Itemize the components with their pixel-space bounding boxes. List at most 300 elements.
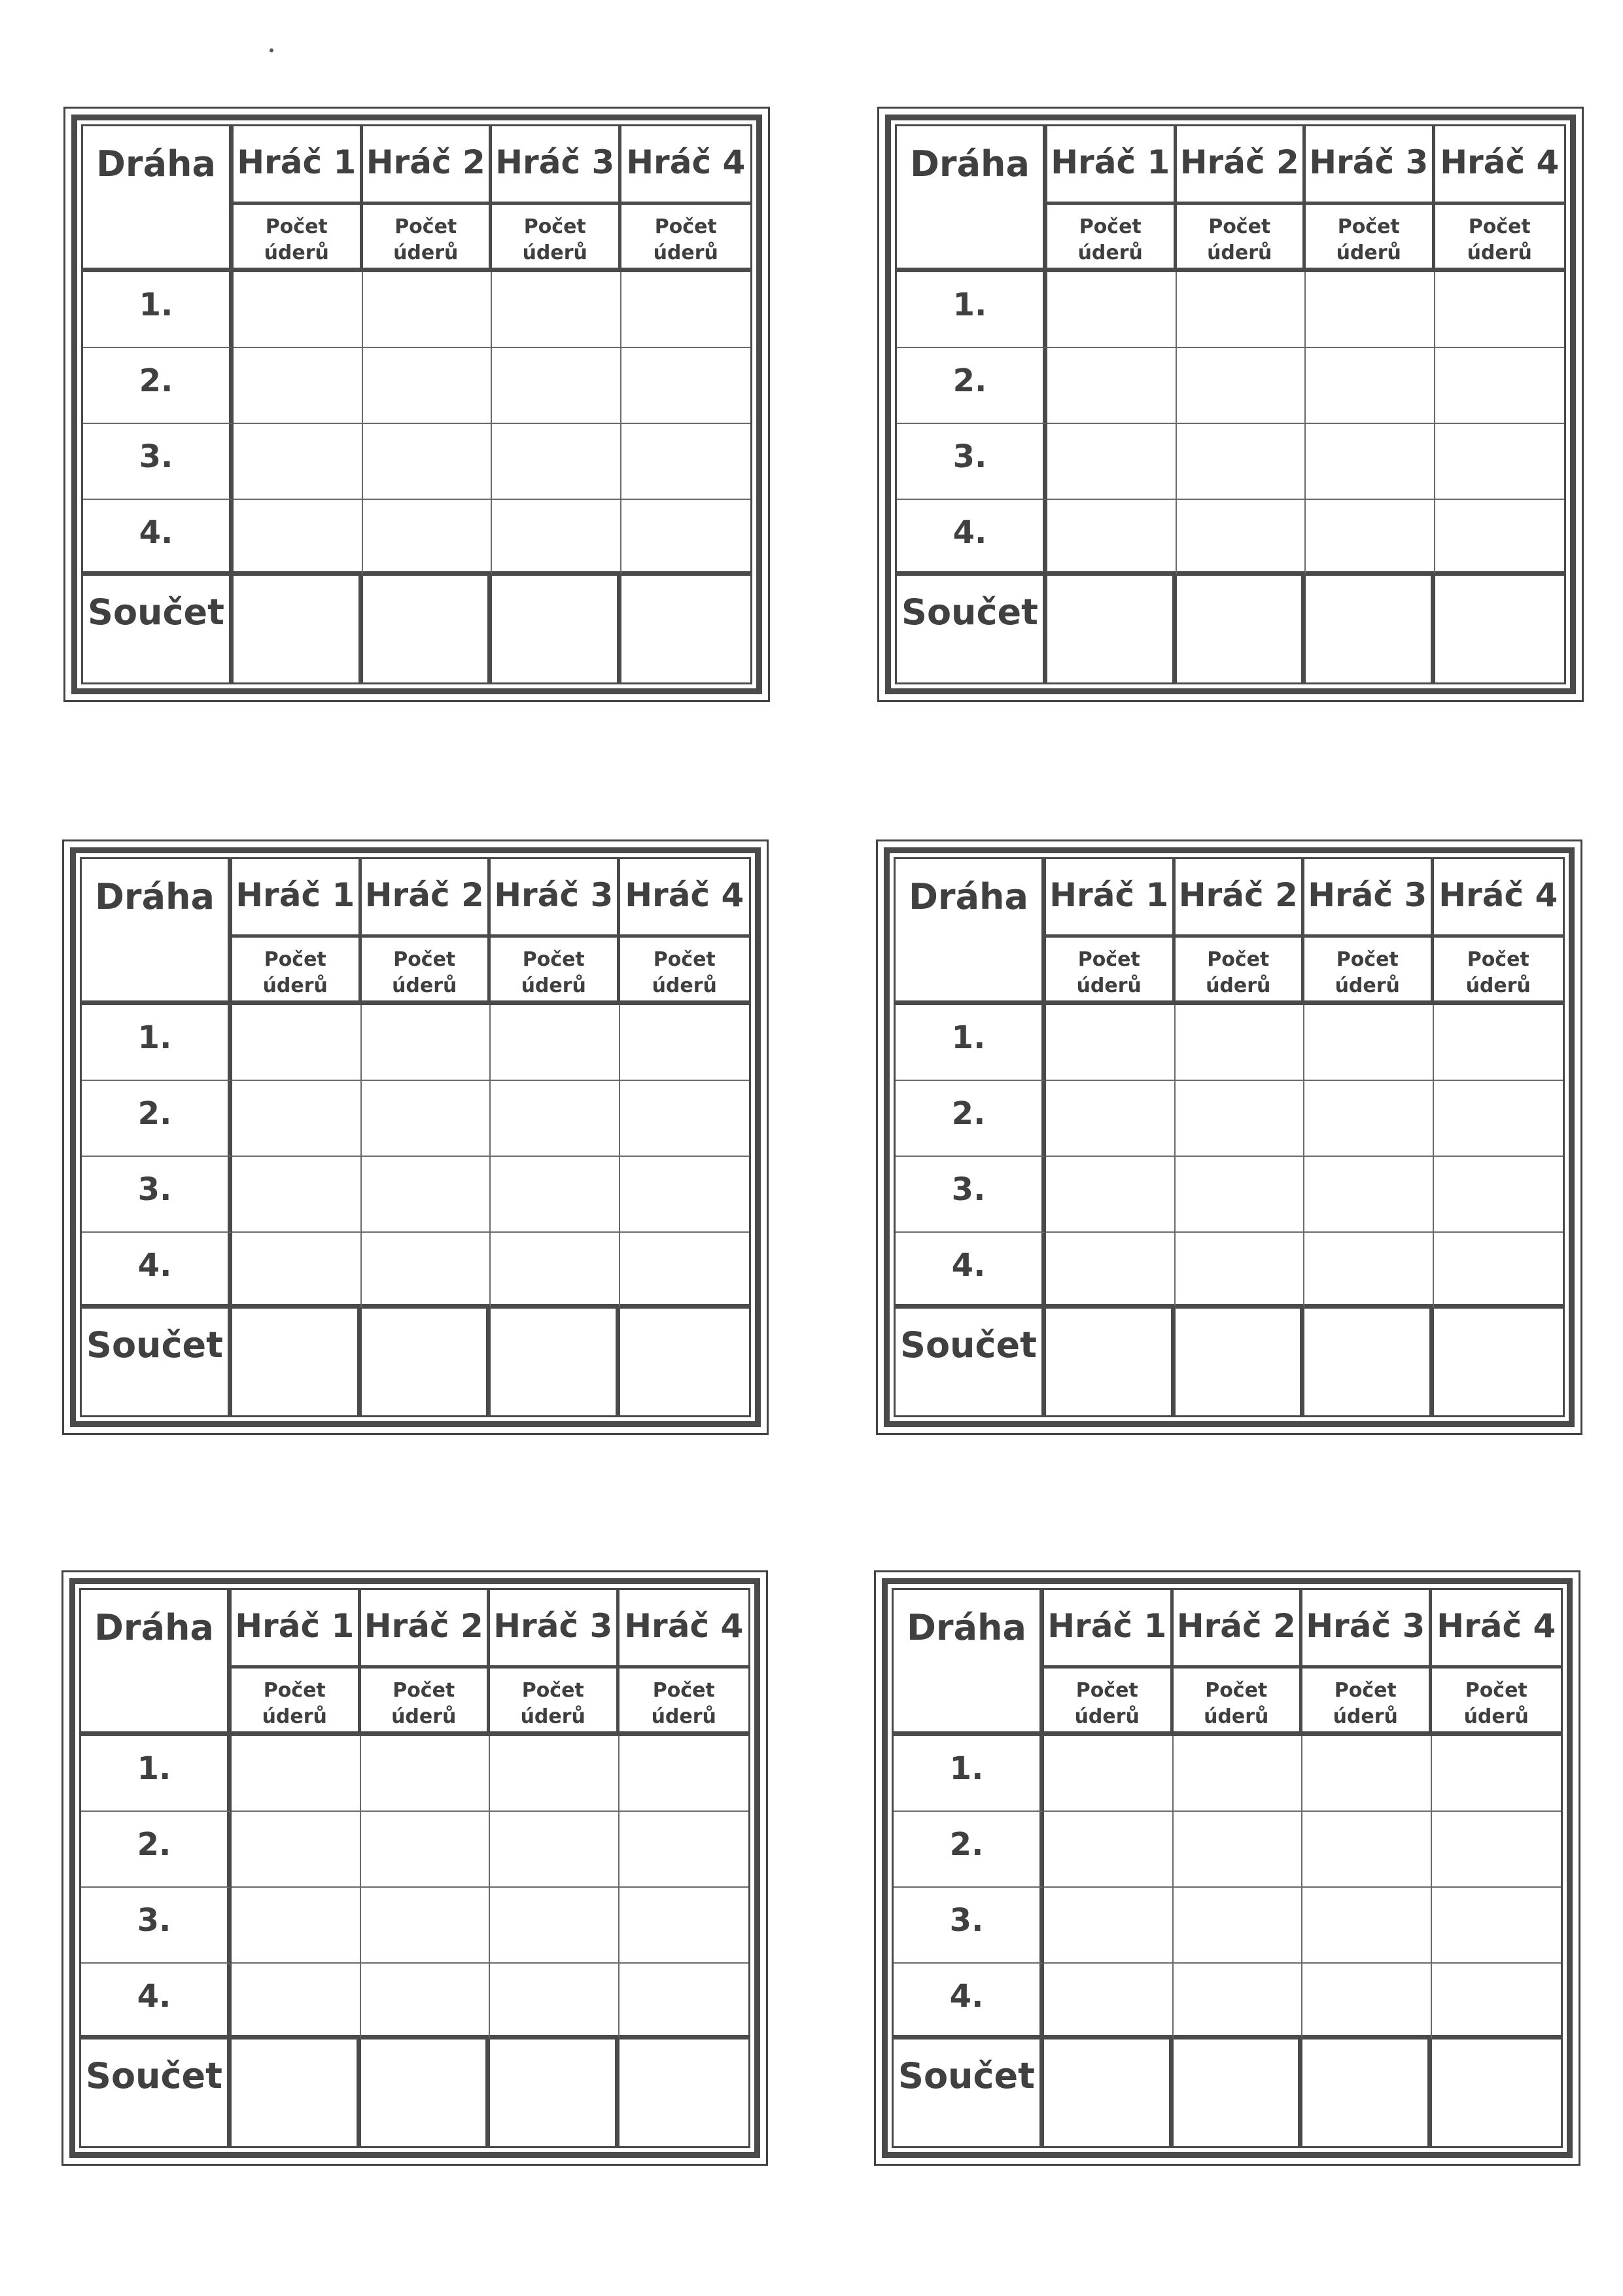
score-entry-cell[interactable]: [1302, 1964, 1432, 2040]
sum-entry-cell[interactable]: [1435, 576, 1565, 682]
score-entry-cell[interactable]: [490, 1888, 620, 1964]
lane-number-cell: [894, 1812, 1044, 1888]
score-entry-cell[interactable]: [621, 348, 751, 424]
score-entry-cell[interactable]: [363, 500, 493, 576]
score-entry-cell[interactable]: [490, 1812, 620, 1888]
stroke-count-header: [1177, 205, 1306, 272]
score-entry-cell[interactable]: [1432, 1888, 1562, 1964]
lane-number-cell: [83, 500, 234, 576]
stroke-count-label-line2: úderů: [262, 974, 328, 997]
stroke-count-label-line2: úderů: [521, 974, 586, 997]
player-header: [361, 1590, 491, 1669]
lane-number-cell: [894, 1964, 1044, 2040]
score-entry-cell[interactable]: [1176, 1233, 1305, 1309]
score-card-frame: [882, 1578, 1573, 2158]
player-header: [620, 859, 750, 938]
lane-number: 4.: [949, 1978, 984, 2015]
score-entry-cell[interactable]: [232, 1157, 362, 1233]
stroke-count-label: [1434, 947, 1563, 999]
lane-number: 3.: [139, 438, 173, 475]
stroke-count-label-line2: úderů: [393, 241, 459, 264]
lane-number: 1.: [951, 1019, 986, 1056]
stroke-count-label-line1: Počet: [1077, 948, 1140, 971]
stroke-count-label-line1: Počet: [1336, 948, 1399, 971]
score-entry-cell[interactable]: [621, 272, 751, 348]
player-header: [620, 1590, 749, 1669]
stroke-count-label: [620, 947, 750, 999]
stroke-count-label: [1177, 214, 1303, 266]
score-entry-cell[interactable]: [1177, 272, 1306, 348]
score-card: [63, 107, 770, 702]
stroke-count-label-line1: Počet: [1468, 215, 1531, 238]
sum-entry-cell[interactable]: [1434, 1309, 1563, 1415]
stroke-count-header: [1174, 1669, 1303, 1736]
score-entry-cell[interactable]: [1304, 1005, 1434, 1081]
score-entry-cell[interactable]: [1432, 1736, 1562, 1812]
stroke-count-header: [232, 938, 362, 1005]
stroke-count-label-line2: úderů: [1207, 241, 1272, 264]
stroke-count-label-line1: Počet: [1465, 1679, 1527, 1702]
score-entry-cell[interactable]: [361, 1888, 491, 1964]
score-entry-cell[interactable]: [492, 348, 621, 424]
lane-number: 4.: [139, 514, 173, 551]
score-entry-cell[interactable]: [620, 1812, 749, 1888]
sum-entry-cell[interactable]: [620, 2040, 749, 2146]
score-entry-cell[interactable]: [1044, 1812, 1174, 1888]
stroke-count-label: [362, 947, 488, 999]
stroke-count-header: [1432, 1669, 1562, 1736]
stroke-count-label-line1: Počet: [654, 215, 717, 238]
lane-header: [894, 1590, 1044, 1736]
stroke-count-label-line2: úderů: [391, 1705, 457, 1728]
lane-number-cell: [81, 1964, 232, 2040]
score-entry-cell[interactable]: [1434, 1005, 1563, 1081]
score-entry-cell[interactable]: [1177, 424, 1306, 500]
score-entry-cell[interactable]: [620, 1964, 749, 2040]
player-label: Hráč 4: [1437, 1607, 1556, 1645]
score-entry-cell[interactable]: [1435, 348, 1565, 424]
score-entry-cell[interactable]: [361, 1964, 491, 2040]
stroke-count-label-line1: Počet: [1075, 1679, 1138, 1702]
score-entry-cell[interactable]: [491, 1157, 620, 1233]
score-entry-cell[interactable]: [620, 1081, 750, 1157]
stroke-count-label-line2: úderů: [262, 1705, 327, 1728]
lane-number: 1.: [949, 1750, 984, 1787]
lane-number: 4.: [951, 1247, 986, 1284]
stroke-count-label: [1046, 947, 1172, 999]
score-card-frame: [69, 1578, 760, 2158]
player-label: Hráč 3: [1309, 143, 1429, 181]
stroke-count-label-line1: Počet: [1337, 215, 1400, 238]
sum-label: Součet: [86, 1324, 223, 1366]
sum-entry-cell[interactable]: [1432, 2040, 1562, 2146]
score-entry-cell[interactable]: [491, 1081, 620, 1157]
score-entry-cell[interactable]: [1174, 1812, 1303, 1888]
player-label: Hráč 1: [1047, 1607, 1167, 1645]
lane-header: [82, 859, 232, 1005]
score-entry-cell[interactable]: [621, 500, 751, 576]
score-entry-cell[interactable]: [362, 1157, 491, 1233]
score-entry-cell[interactable]: [362, 1005, 491, 1081]
sum-entry-cell[interactable]: [1047, 576, 1177, 682]
lane-number: 2.: [952, 362, 987, 399]
player-header: [1177, 126, 1306, 205]
stroke-count-label-line1: Počet: [1079, 215, 1142, 238]
paper-speck: [270, 48, 273, 52]
score-entry-cell[interactable]: [362, 1081, 491, 1157]
score-entry-cell[interactable]: [1176, 1005, 1305, 1081]
lane-header-label: Dráha: [95, 876, 215, 917]
stroke-count-label-line1: Počet: [265, 215, 328, 238]
score-entry-cell[interactable]: [234, 272, 363, 348]
stroke-count-label: [491, 947, 617, 999]
player-label: Hráč 2: [1179, 143, 1299, 181]
score-entry-cell[interactable]: [620, 1233, 750, 1309]
score-entry-cell[interactable]: [490, 1736, 620, 1812]
lane-number: 1.: [139, 287, 173, 323]
score-entry-cell[interactable]: [234, 424, 363, 500]
score-entry-cell[interactable]: [361, 1736, 491, 1812]
stroke-count-label: [620, 1678, 749, 1730]
stroke-count-header: [1176, 938, 1305, 1005]
stroke-count-label: [363, 214, 489, 266]
score-entry-cell[interactable]: [1044, 1888, 1174, 1964]
lane-number-cell: [897, 500, 1047, 576]
score-entry-cell[interactable]: [491, 1005, 620, 1081]
score-entry-cell[interactable]: [234, 500, 363, 576]
sum-entry-cell[interactable]: [1302, 2040, 1432, 2146]
lane-number-cell: [82, 1157, 232, 1233]
sum-label: Součet: [898, 2055, 1035, 2096]
sum-label-cell: [896, 1309, 1046, 1415]
score-entry-cell[interactable]: [232, 1081, 362, 1157]
lane-number: 3.: [952, 438, 987, 475]
lane-number: 1.: [952, 287, 987, 323]
score-entry-cell[interactable]: [1174, 1888, 1303, 1964]
sum-entry-cell[interactable]: [362, 1309, 491, 1415]
player-header: [1304, 859, 1434, 938]
lane-number-cell: [897, 424, 1047, 500]
player-header: [1306, 126, 1435, 205]
stroke-count-label-line2: úderů: [651, 1705, 716, 1728]
lane-number: 2.: [137, 1826, 171, 1863]
stroke-count-header: [491, 938, 620, 1005]
lane-number: 4.: [137, 1247, 172, 1284]
score-entry-cell[interactable]: [1304, 1081, 1434, 1157]
score-entry-cell[interactable]: [1435, 424, 1565, 500]
stroke-count-label: [492, 214, 618, 266]
lane-header-label: Dráha: [907, 1607, 1026, 1648]
sum-label-cell: [897, 576, 1047, 682]
player-label: Hráč 1: [1049, 876, 1169, 914]
score-entry-cell[interactable]: [1306, 424, 1435, 500]
score-card: [874, 1570, 1580, 2166]
sum-entry-cell[interactable]: [621, 576, 751, 682]
score-entry-cell[interactable]: [1176, 1081, 1305, 1157]
stroke-count-label: [1044, 1678, 1170, 1730]
score-entry-cell[interactable]: [620, 1888, 749, 1964]
score-card-frame: [884, 847, 1575, 1427]
score-entry-cell[interactable]: [1177, 348, 1306, 424]
stroke-count-header: [361, 1669, 491, 1736]
stroke-count-header: [1304, 938, 1434, 1005]
stroke-count-header: [1046, 938, 1176, 1005]
score-entry-cell[interactable]: [620, 1736, 749, 1812]
score-entry-cell[interactable]: [362, 1233, 491, 1309]
player-header: [363, 126, 493, 205]
score-entry-cell[interactable]: [492, 500, 621, 576]
stroke-count-label-line1: Počet: [393, 948, 456, 971]
score-entry-cell[interactable]: [1047, 272, 1177, 348]
player-header: [1174, 1590, 1303, 1669]
lane-number-cell: [897, 348, 1047, 424]
sum-label: Součet: [88, 592, 224, 633]
player-label: Hráč 4: [1439, 876, 1558, 914]
player-header: [234, 126, 363, 205]
score-entry-cell[interactable]: [1302, 1888, 1432, 1964]
score-entry-cell[interactable]: [1176, 1157, 1305, 1233]
sum-entry-cell[interactable]: [1046, 1309, 1176, 1415]
sum-entry-cell[interactable]: [1306, 576, 1435, 682]
lane-number-cell: [81, 1888, 232, 1964]
lane-number-cell: [83, 272, 234, 348]
player-label: Hráč 1: [236, 876, 355, 914]
score-entry-cell[interactable]: [1434, 1157, 1563, 1233]
lane-number-cell: [82, 1005, 232, 1081]
sum-entry-cell[interactable]: [232, 1309, 362, 1415]
stroke-count-header: [232, 1669, 361, 1736]
lane-header-label: Dráha: [909, 876, 1028, 917]
stroke-count-label-line1: Počet: [653, 948, 716, 971]
score-entry-cell[interactable]: [1047, 424, 1177, 500]
score-entry-cell[interactable]: [363, 272, 493, 348]
sum-label-cell: [81, 2040, 232, 2146]
sum-label: Součet: [86, 2055, 222, 2096]
stroke-count-label-line2: úderů: [1467, 241, 1532, 264]
stroke-count-header: [234, 205, 363, 272]
score-entry-cell[interactable]: [1304, 1233, 1434, 1309]
score-entry-cell[interactable]: [232, 1736, 361, 1812]
lane-number: 3.: [951, 1171, 986, 1208]
player-header: [491, 859, 620, 938]
player-label: Hráč 3: [494, 876, 614, 914]
score-entry-cell[interactable]: [1046, 1233, 1176, 1309]
lane-number-cell: [81, 1736, 232, 1812]
score-entry-cell[interactable]: [232, 1233, 362, 1309]
score-entry-cell[interactable]: [1302, 1736, 1432, 1812]
stroke-count-label-line1: Počet: [652, 1679, 715, 1702]
player-label: Hráč 3: [1308, 876, 1427, 914]
score-entry-cell[interactable]: [363, 424, 493, 500]
lane-number-cell: [894, 1736, 1044, 1812]
score-card-frame: [71, 115, 762, 694]
score-entry-cell[interactable]: [1306, 500, 1435, 576]
sum-entry-cell[interactable]: [491, 1309, 620, 1415]
score-entry-cell[interactable]: [491, 1233, 620, 1309]
score-card-frame: [885, 115, 1576, 694]
lane-header-label: Dráha: [94, 1607, 214, 1648]
stroke-count-label: [1176, 947, 1302, 999]
lane-number: 1.: [137, 1019, 172, 1056]
score-table: [80, 857, 751, 1417]
score-table: [79, 1588, 750, 2148]
stroke-count-label-line2: úderů: [522, 241, 587, 264]
score-entry-cell[interactable]: [1306, 348, 1435, 424]
stroke-count-label-line1: Počet: [393, 1679, 455, 1702]
stroke-count-label: [1435, 214, 1565, 266]
player-header: [1044, 1590, 1174, 1669]
sum-entry-cell[interactable]: [234, 576, 363, 682]
lane-number-cell: [896, 1157, 1046, 1233]
sum-label-cell: [82, 1309, 232, 1415]
score-entry-cell[interactable]: [1046, 1005, 1176, 1081]
sum-entry-cell[interactable]: [363, 576, 493, 682]
player-label: Hráč 2: [364, 1607, 483, 1645]
sum-entry-cell[interactable]: [361, 2040, 491, 2146]
stroke-count-label-line1: Počet: [522, 948, 585, 971]
stroke-count-label-line1: Počet: [264, 948, 326, 971]
stroke-count-label-line2: úderů: [264, 241, 329, 264]
lane-number: 3.: [949, 1902, 984, 1939]
stroke-count-header: [1047, 205, 1177, 272]
stroke-count-label-line2: úderů: [1074, 1705, 1140, 1728]
stroke-count-label-line1: Počet: [263, 1679, 326, 1702]
sum-entry-cell[interactable]: [232, 2040, 361, 2146]
score-entry-cell[interactable]: [1047, 348, 1177, 424]
stroke-count-label-line1: Počet: [1207, 948, 1270, 971]
sum-entry-cell[interactable]: [490, 2040, 620, 2146]
stroke-count-header: [490, 1669, 620, 1736]
player-header: [1176, 859, 1305, 938]
player-label: Hráč 4: [626, 143, 746, 181]
stroke-count-label: [1306, 214, 1432, 266]
score-entry-cell[interactable]: [620, 1005, 750, 1081]
score-card: [876, 839, 1582, 1435]
score-entry-cell[interactable]: [1434, 1233, 1563, 1309]
player-header: [232, 1590, 361, 1669]
score-entry-cell[interactable]: [1435, 500, 1565, 576]
player-label: Hráč 1: [237, 143, 357, 181]
score-entry-cell[interactable]: [232, 1888, 361, 1964]
lane-number-cell: [896, 1005, 1046, 1081]
sum-entry-cell[interactable]: [1304, 1309, 1434, 1415]
player-label: Hráč 4: [624, 1607, 744, 1645]
player-label: Hráč 1: [235, 1607, 355, 1645]
player-header: [1302, 1590, 1432, 1669]
score-entry-cell[interactable]: [1174, 1964, 1303, 2040]
score-card: [61, 1570, 768, 2166]
stroke-count-header: [492, 205, 621, 272]
stroke-count-label-line2: úderů: [1333, 1705, 1398, 1728]
stroke-count-label-line1: Počet: [1467, 948, 1529, 971]
sum-entry-cell[interactable]: [1044, 2040, 1174, 2146]
score-entry-cell[interactable]: [1044, 1736, 1174, 1812]
lane-number: 2.: [139, 362, 173, 399]
sum-entry-cell[interactable]: [620, 1309, 750, 1415]
stroke-count-label: [234, 214, 360, 266]
sum-label: Součet: [901, 592, 1038, 633]
score-entry-cell[interactable]: [1046, 1081, 1176, 1157]
sum-label: Součet: [900, 1324, 1037, 1366]
lane-number-cell: [897, 272, 1047, 348]
score-entry-cell[interactable]: [1434, 1081, 1563, 1157]
stroke-count-label-line1: Počet: [521, 1679, 584, 1702]
score-entry-cell[interactable]: [1432, 1812, 1562, 1888]
score-entry-cell[interactable]: [1046, 1157, 1176, 1233]
score-entry-cell[interactable]: [232, 1005, 362, 1081]
score-entry-cell[interactable]: [492, 272, 621, 348]
stroke-count-label-line1: Počet: [1205, 1679, 1268, 1702]
score-entry-cell[interactable]: [232, 1812, 361, 1888]
player-label: Hráč 3: [493, 1607, 613, 1645]
player-header: [492, 126, 621, 205]
stroke-count-label-line2: úderů: [652, 974, 717, 997]
stroke-count-label-line1: Počet: [394, 215, 457, 238]
stroke-count-label: [1304, 947, 1431, 999]
stroke-count-label-line2: úderů: [1463, 1705, 1529, 1728]
sum-entry-cell[interactable]: [492, 576, 621, 682]
score-entry-cell[interactable]: [234, 348, 363, 424]
stroke-count-label-line2: úderů: [1076, 974, 1142, 997]
score-entry-cell[interactable]: [1044, 1964, 1174, 2040]
stroke-count-header: [1434, 938, 1563, 1005]
stroke-count-label: [1047, 214, 1174, 266]
score-entry-cell[interactable]: [1304, 1157, 1434, 1233]
lane-number-cell: [894, 1888, 1044, 1964]
score-entry-cell[interactable]: [1174, 1736, 1303, 1812]
lane-number: 2.: [951, 1095, 986, 1132]
score-entry-cell[interactable]: [492, 424, 621, 500]
score-entry-cell[interactable]: [490, 1964, 620, 2040]
player-label: Hráč 3: [1306, 1607, 1425, 1645]
score-entry-cell[interactable]: [620, 1157, 750, 1233]
stroke-count-label-line2: úderů: [520, 1705, 585, 1728]
score-entry-cell[interactable]: [1302, 1812, 1432, 1888]
lane-header-label: Dráha: [910, 143, 1030, 185]
score-entry-cell[interactable]: [1047, 500, 1177, 576]
sum-entry-cell[interactable]: [1177, 576, 1306, 682]
player-header: [232, 859, 362, 938]
stroke-count-label-line2: úderů: [1204, 1705, 1269, 1728]
stroke-count-label-line2: úderů: [1206, 974, 1271, 997]
sum-entry-cell[interactable]: [1174, 2040, 1303, 2146]
lane-number-cell: [82, 1081, 232, 1157]
lane-number: 3.: [137, 1902, 171, 1939]
sum-entry-cell[interactable]: [1176, 1309, 1305, 1415]
player-label: Hráč 4: [1440, 143, 1560, 181]
player-label: Hráč 2: [366, 143, 485, 181]
stroke-count-label-line1: Počet: [1208, 215, 1271, 238]
player-header: [1047, 126, 1177, 205]
score-entry-cell[interactable]: [621, 424, 751, 500]
score-entry-cell[interactable]: [1177, 500, 1306, 576]
stroke-count-header: [620, 1669, 749, 1736]
stroke-count-label: [361, 1678, 487, 1730]
lane-number-cell: [83, 348, 234, 424]
stroke-count-label-line2: úderů: [1465, 974, 1531, 997]
score-entry-cell[interactable]: [1306, 272, 1435, 348]
score-entry-cell[interactable]: [1435, 272, 1565, 348]
score-entry-cell[interactable]: [232, 1964, 361, 2040]
score-entry-cell[interactable]: [361, 1812, 491, 1888]
score-entry-cell[interactable]: [1432, 1964, 1562, 2040]
stroke-count-label-line1: Počet: [523, 215, 586, 238]
lane-header-label: Dráha: [96, 143, 216, 185]
stroke-count-header: [363, 205, 493, 272]
score-entry-cell[interactable]: [363, 348, 493, 424]
stroke-count-header: [1435, 205, 1565, 272]
stroke-count-label: [1174, 1678, 1300, 1730]
